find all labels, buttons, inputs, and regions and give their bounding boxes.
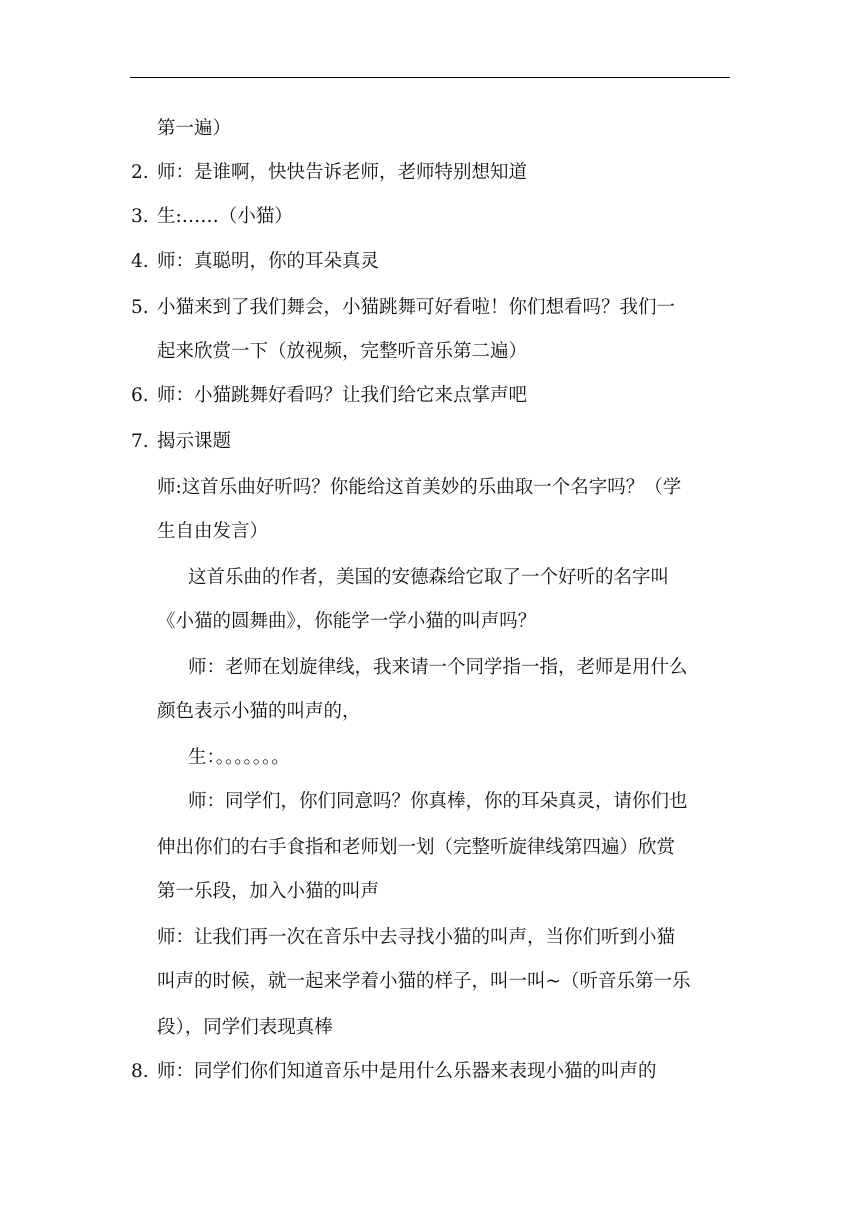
header-rule: [130, 77, 730, 78]
text-line-21: 段），同学们表现真棒: [157, 1017, 333, 1038]
text-line-13: 师：老师在划旋律线，我来请一个同学指一指，老师是用什么: [188, 657, 688, 678]
list-number-7: 7.: [131, 431, 149, 452]
text-line-18: 第一乐段，加入小猫的叫声: [157, 881, 380, 902]
text-line-19: 师：让我们再一次在音乐中去寻找小猫的叫声，当你们听到小猫: [157, 927, 676, 948]
text-line-20: 叫声的时候，就一起来学着小猫的样子，叫一叫~（听音乐第一乐: [157, 971, 691, 992]
text-line-14: 颜色表示小猫的叫声的，: [157, 701, 361, 722]
text-line-6: 起来欣赏一下（放视频，完整听音乐第二遍）: [157, 341, 528, 362]
list-number-4: 4.: [131, 251, 149, 272]
text-line-10: 生自由发言）: [157, 521, 269, 542]
text-line-1: 第一遍）: [157, 118, 232, 139]
text-line-5: 小猫来到了我们舞会，小猫跳舞可好看啦！你们想看吗？我们一: [157, 297, 676, 318]
text-line-15: 生：。。。。。。。: [188, 747, 290, 768]
text-line-9: 师:这首乐曲好听吗？你能给这首美妙的乐曲取一个名字吗？（学: [157, 477, 682, 498]
list-number-6: 6.: [131, 385, 149, 406]
list-number-5: 5.: [131, 297, 149, 318]
list-number-3: 3.: [131, 206, 149, 227]
text-line-8: 揭示课题: [157, 431, 232, 452]
text-line-17: 伸出你们的右手食指和老师划一划（完整听旋律线第四遍）欣赏: [157, 837, 676, 858]
list-number-8: 8.: [131, 1061, 149, 1082]
text-line-7: 师：小猫跳舞好看吗？让我们给它来点掌声吧: [157, 385, 528, 406]
list-number-2: 2.: [131, 162, 149, 183]
text-line-12: 《小猫的圆舞曲》，你能学一学小猫的叫声吗？: [157, 611, 537, 632]
text-line-4: 师：真聪明，你的耳朵真灵: [157, 251, 380, 272]
text-line-16: 师：同学们，你们同意吗？你真棒，你的耳朵真灵，请你们也: [188, 791, 688, 812]
text-line-22: 师：同学们你们知道音乐中是用什么乐器来表现小猫的叫声的: [157, 1061, 657, 1082]
text-line-2: 师：是谁啊，快快告诉老师，老师特别想知道: [157, 162, 528, 183]
text-line-11: 这首乐曲的作者，美国的安德森给它取了一个好听的名字叫: [188, 567, 670, 588]
text-line-3: 生:……（小猫）: [157, 206, 293, 227]
